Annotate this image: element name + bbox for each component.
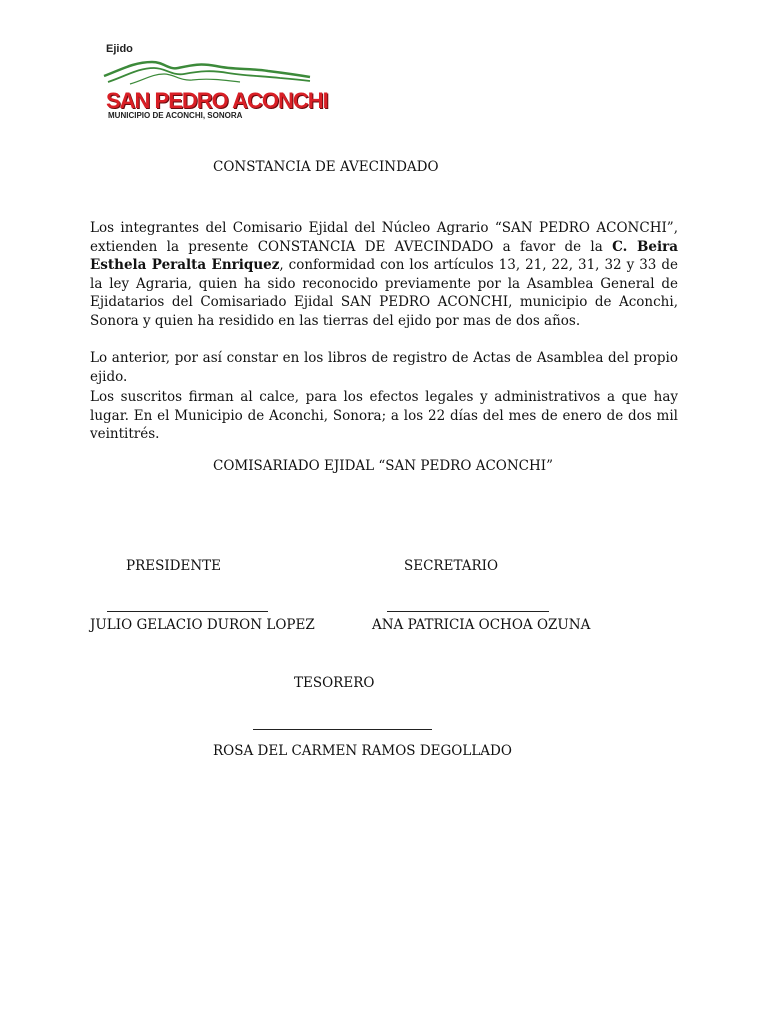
logo-name: SAN PEDRO ACONCHI bbox=[106, 88, 328, 113]
secretario-signature-line bbox=[387, 611, 549, 612]
secretario-role: SECRETARIO bbox=[404, 558, 499, 574]
comisariado-heading: COMISARIADO EJIDAL “SAN PEDRO ACONCHI” bbox=[213, 458, 553, 474]
document-title: CONSTANCIA DE AVECINDADO bbox=[213, 159, 439, 175]
ejido-logo bbox=[100, 40, 328, 124]
presidente-role: PRESIDENTE bbox=[126, 558, 222, 574]
tesorero-signature-line bbox=[253, 729, 432, 730]
logo-caption: Ejido bbox=[106, 43, 133, 55]
secretario-name: ANA PATRICIA OCHOA OZUNA bbox=[372, 617, 591, 633]
tesorero-role: TESORERO bbox=[294, 675, 375, 691]
presidente-name: JULIO GELACIO DURON LOPEZ bbox=[90, 617, 315, 633]
beneficiary-name: C. Beira Esthela Peralta Enriquez bbox=[90, 238, 678, 274]
paragraph-3: Los suscritos firman al calce, para los efectos legales y administrativos a que hay lugar. En el Municipio de Aconchi, Sonora; a los 22 días del mes de enero de dos mil veintitrés. bbox=[90, 389, 678, 443]
paragraph-1 bbox=[90, 219, 678, 331]
paragraph-2: Lo anterior, por así constar en los libros de registro de Actas de Asamblea del propio ejido. bbox=[90, 350, 678, 385]
logo-subtitle: MUNICIPIO DE ACONCHI, SONORA bbox=[108, 111, 243, 120]
tesorero-name: ROSA DEL CARMEN RAMOS DEGOLLADO bbox=[213, 743, 512, 759]
paragraph-1-part-1: Los integrantes del Comisario Ejidal del Núcleo Agrario “SAN PEDRO ACONCHI”, extienden la presente CONSTANCIA DE AVECINDADO a favor de la bbox=[90, 220, 678, 255]
presidente-signature-line bbox=[107, 611, 268, 612]
paragraph-1-part-2: , conformidad con los artículos 13, 21, 22, 31, 32 y 33 de la ley Agraria, quien ha sido reconocido previamente por la Asamblea General de Ejidatarios del Comisariado Ejidal SAN PEDRO ACONCHI, municipio de Aconchi, Sonora y quien ha residido en las tierras del ejido por mas de dos años. bbox=[90, 257, 679, 329]
